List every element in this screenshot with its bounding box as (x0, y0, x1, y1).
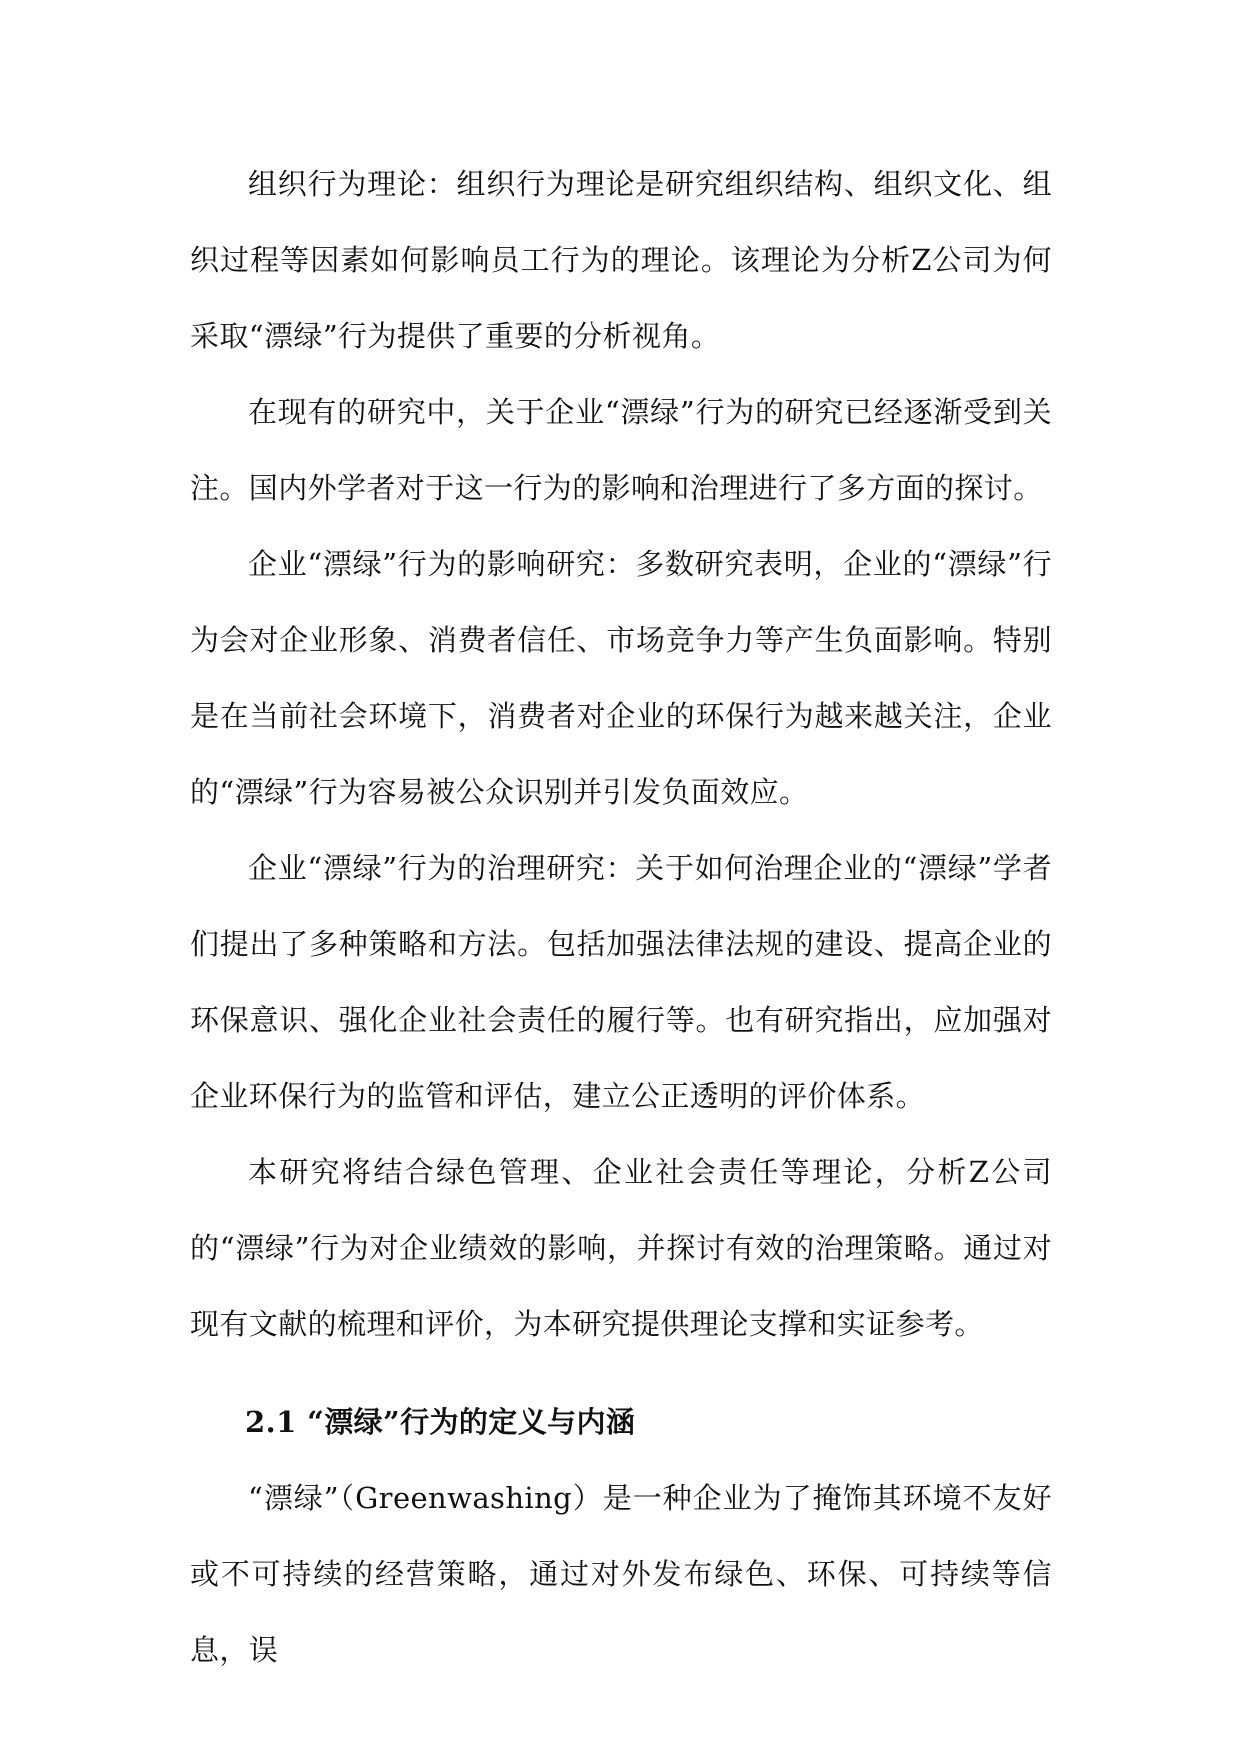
paragraph-governance-research: 企业“漂绿”行为的治理研究：关于如何治理企业的“漂绿”学者们提出了多种策略和方法。包括加强法律法规的建设、提高企业的环保意识、强化企业社会责任的履行等。也有研究指出，应加强对企业环保行为的监管和评估，建立公正透明的评价体系。 (190, 851, 1052, 1113)
paragraph-existing-research: 在现有的研究中，关于企业“漂绿”行为的研究已经逐渐受到关注。国内外学者对于这一行为的影响和治理进行了多方面的探讨。 (190, 395, 1052, 505)
paragraph-organizational-behavior-theory: 组织行为理论：组织行为理论是研究组织结构、组织文化、组织过程等因素如何影响员工行为的理论。该理论为分析Z公司为何采取“漂绿”行为提供了重要的分析视角。 (190, 167, 1052, 353)
paragraph-impact-research: 企业“漂绿”行为的影响研究：多数研究表明，企业的“漂绿”行为会对企业形象、消费者信任、市场竞争力等产生负面影响。特别是在当前社会环境下，消费者对企业的环保行为越来越关注，企业的“漂绿”行为容易被公众识别并引发负面效应。 (190, 547, 1052, 809)
paragraph-study-overview: 本研究将结合绿色管理、企业社会责任等理论，分析Z公司的“漂绿”行为对企业绩效的影响，并探讨有效的治理策略。通过对现有文献的梳理和评价，为本研究提供理论支撑和实证参考。 (190, 1155, 1052, 1341)
section-heading: 2.1 “漂绿”行为的定义与内涵 (245, 1405, 636, 1439)
document-body (190, 146, 1052, 1688)
paragraph-greenwashing-definition: “漂绿”（Greenwashing）是一种企业为了掩饰其环境不友好或不可持续的经营策略，通过对外发布绿色、环保、可持续等信息，误 (190, 1481, 1052, 1667)
